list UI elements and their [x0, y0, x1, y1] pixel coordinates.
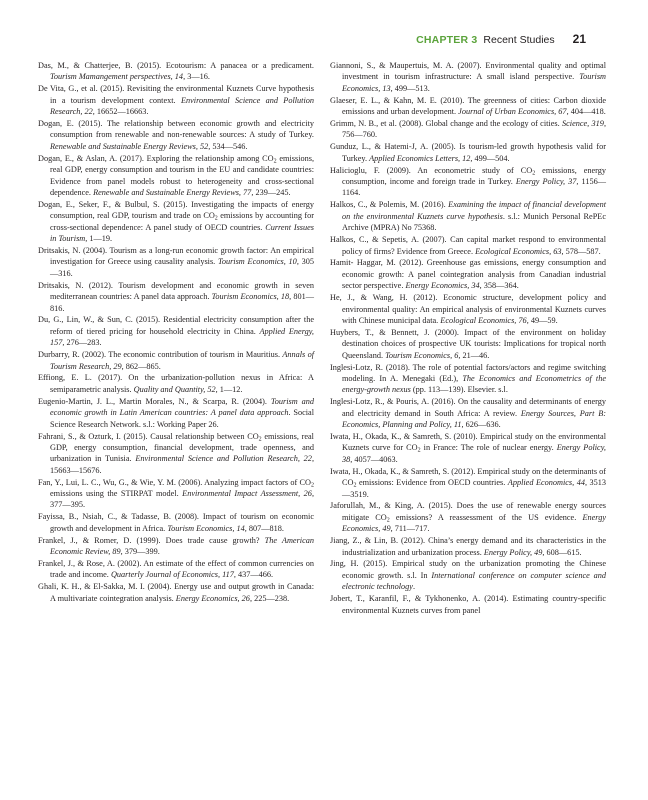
reference-source: Examining the impact of financial development on the environmental Kuznets curve hypothesis — [342, 200, 606, 221]
reference-entry — [330, 327, 606, 361]
reference-text: , 239—245. — [251, 187, 291, 197]
reference-text: , 3—16. — [183, 72, 210, 82]
reference-entry — [38, 372, 314, 395]
reference-text: Frankel, J., & Rose, A. (2002). An estimate of the effect of common currencies on trade and income. — [38, 558, 314, 580]
reference-text: Dritsakis, N. (2004). Tourism as a long-run economic growth factor: An empirical investigation for Greece using causality analysis. — [38, 246, 314, 267]
reference-text: Grimm, N. B., et al. (2008). Global change and the ecology of cities. — [330, 119, 562, 129]
reference-entry — [330, 95, 606, 118]
reference-source: Energy Policy, 49 — [483, 547, 543, 557]
subscript: 2 — [258, 436, 262, 442]
reference-source: Energy Policy, 37 — [515, 177, 577, 187]
reference-entry — [38, 83, 314, 117]
reference-text: , 377—395. — [50, 489, 314, 510]
reference-source: International conference on computer science and electronic technology — [342, 570, 606, 592]
reference-entry — [38, 199, 314, 245]
reference-text: emissions, energy consumption, income and foreign trade in Turkey. — [342, 165, 607, 187]
subscript: 2 — [273, 158, 277, 165]
subscript: 2 — [417, 447, 421, 454]
reference-text: , 3513—3519. — [342, 478, 607, 499]
reference-entry — [330, 292, 606, 326]
chapter-label: CHAPTER 3 — [416, 34, 478, 46]
reference-text: , 379—399. — [120, 547, 160, 557]
reference-source: Tourism Economics, 13 — [342, 72, 606, 93]
references-column-right — [330, 60, 606, 616]
reference-source: Applied Economics Letters, 12 — [369, 153, 471, 163]
reference-source: Environmental Science and Pollution Research, 22 — [50, 95, 314, 117]
subscript: 2 — [532, 170, 536, 177]
reference-entry — [38, 535, 314, 558]
reference-entry — [38, 245, 314, 279]
reference-text: emissions using the STIRPAT model. — [50, 489, 183, 499]
reference-entry — [38, 153, 314, 199]
reference-text: , 225—238. — [249, 593, 290, 603]
reference-source: Current Issues in Tourism — [50, 222, 314, 244]
reference-text: , 801—816. — [50, 292, 314, 313]
reference-text: , 807—818. — [244, 523, 284, 533]
reference-source: Tourism Economics, 18 — [211, 292, 290, 302]
reference-text: Gunduz, L., & Hatemi-J, A. (2005). Is tourism-led growth hypothesis valid for Turkey. — [330, 142, 606, 163]
reference-text: , 437—466. — [233, 570, 274, 580]
reference-text: in France: The role of nuclear energy. — [420, 443, 557, 453]
reference-entry — [38, 280, 314, 314]
reference-source: Environmental Impact Assessment, 26 — [182, 489, 312, 499]
reference-text: , 16652—16663. — [92, 107, 149, 117]
reference-text: , 49—59. — [526, 315, 558, 325]
reference-text: Jiang, Z., & Lin, B. (2012). China’s energy demand and its characteristics in the industrialization and urbanization process. — [330, 536, 606, 557]
reference-text: Fahrani, S., & Ozturk, I. (2015). Causal relationship between CO — [38, 431, 259, 441]
chapter-title: Recent Studies — [483, 34, 555, 46]
reference-text: . s.l.: Munich Personal RePEc Archive (MPRA) No 75368. — [342, 211, 606, 233]
reference-text: Dogan, E., & Aslan, A. (2017). Exploring the relationship among CO — [38, 153, 274, 163]
reference-text: . Social Science Research Network. s.l.: Working Paper 26. — [50, 408, 315, 429]
reference-source: Energy Economics, 26 — [175, 593, 250, 603]
reference-source: Tourism Economics, 14 — [167, 523, 245, 533]
reference-entry — [38, 511, 314, 534]
subscript: 2 — [353, 482, 357, 489]
reference-entry — [38, 581, 314, 604]
reference-entry — [38, 314, 314, 348]
reference-text: Dritsakis, N. (2012). Tourism development and economic growth in seven mediterranean countries: A panel data approach. — [38, 280, 314, 302]
reference-text: Effiong, E. L. (2017). On the urbanization-pollution nexus in Africa: A semiparametric analysis. — [38, 373, 314, 394]
reference-entry — [330, 500, 606, 534]
reference-text: , 404—418. — [566, 107, 606, 117]
reference-source: Tourism Economics, 10 — [218, 257, 297, 267]
reference-text: Iwata, H., Okada, K., & Samreth, S. (2010). Empirical study on the environmental Kuznets curve for CO — [330, 432, 606, 453]
reference-text: Halicioglu, F. (2009). An econometric study of CO — [330, 165, 533, 175]
reference-source: Energy Economics, 34 — [405, 281, 480, 291]
reference-text: , 4057—4063. — [350, 454, 398, 464]
reference-text: , 626—636. — [461, 420, 501, 430]
reference-text: emissions? A reassessment of the US evidence. — [389, 512, 583, 522]
reference-entry — [38, 349, 314, 372]
reference-source: Applied Economics, 44 — [507, 478, 585, 488]
reference-source: Ecological Economics, 63 — [475, 246, 562, 256]
reference-source: Energy Sources, Part B: Economics, Planning and Policy, 11 — [342, 408, 606, 430]
reference-entry — [38, 431, 314, 477]
reference-text: Hamit- Haggar, M. (2012). Greenhouse gas emissions, energy consumption and economic growth: A panel cointegration analysis from Canadian industrial sector perspective. — [330, 258, 606, 291]
reference-source: Applied Energy, 157 — [50, 326, 314, 348]
reference-source: Tourism and economic growth in Latin American countries: A panel data approach — [50, 396, 314, 418]
reference-text: Frankel, J., & Romer, D. (1999). Does trade cause growth? — [38, 535, 265, 545]
reference-text: Ghali, K. H., & El-Sakka, M. I. (2004). Energy use and output growth in Canada: A multivariate cointegration analysis. — [38, 582, 314, 603]
reference-text: Jing, H. (2015). Empirical study on the urbanization promoting the Chinese economic growth. s.l. In — [330, 559, 606, 580]
reference-text: Dogan, E., Seker, F., & Bulbul, S. (2015). Investigating the impacts of energy consumption, real GDP, tourism and trade on CO — [38, 199, 314, 221]
reference-entry — [330, 535, 606, 558]
reference-text: , 499—513. — [390, 83, 430, 93]
reference-entry — [330, 165, 606, 199]
reference-source: Tourism Mamangement perspectives, 14 — [50, 72, 184, 82]
running-header — [416, 32, 586, 48]
reference-source: Annals of Tourism Research, 29 — [50, 350, 314, 371]
reference-text: , 756—760. — [342, 119, 606, 140]
reference-entry — [330, 118, 606, 141]
reference-text: emissions by accounting for cross-sectional dependence: A panel study of OECD countries. — [50, 211, 314, 232]
reference-text: Huybers, T., & Bennett, J. (2000). Impact of the environment on holiday destination choices of prospective UK tourists: Implications for tropical north Queensland. — [330, 327, 606, 360]
references-column-left — [38, 60, 314, 604]
reference-entry — [330, 466, 606, 500]
reference-entry — [38, 396, 314, 430]
reference-text: Jobert, T., Karanfil, F., & Tykhonenko, A. (2014). Estimating country-specific environmental Kuznets curves from panel — [330, 594, 606, 615]
reference-text: emissions, real GDP, energy consumption and tourism in the EU and candidate countries: Evidence from panel models robust to heterogeneity and cross-sectional dependence. — [50, 153, 315, 197]
reference-text: , 499—504. — [470, 153, 510, 163]
reference-text: Das, M., & Chatterjee, B. (2015). Ecotourism: A panacea or a predicament. — [38, 61, 314, 70]
reference-text: , 1156—1164. — [342, 177, 606, 198]
reference-text: , 578—587. — [561, 246, 601, 256]
reference-text: , 305—316. — [50, 257, 315, 278]
reference-text: , 1—12. — [215, 384, 243, 394]
reference-entry — [330, 558, 606, 592]
reference-entry — [38, 477, 314, 511]
subscript: 2 — [311, 482, 314, 489]
reference-text: , 711—717. — [390, 524, 430, 534]
reference-text: Iwata, H., Okada, K., & Samreth, S. (2012). Empirical study on the determinants of CO — [330, 466, 606, 488]
reference-text: He, J., & Wang, H. (2012). Economic structure, development policy and environmental quality: An empirical analysis of environmental Kuznets curves with Chinese municipal data. — [330, 293, 606, 325]
reference-text: Jaforullah, M., & King, A. (2015). Does the use of renewable energy sources mitigate CO — [330, 501, 606, 522]
reference-text: , 608—615. — [542, 547, 582, 557]
reference-source: Science, 319 — [561, 119, 604, 129]
reference-text: Durbarry, R. (2002). The economic contribution of tourism in Mauritius. — [38, 350, 283, 360]
reference-source: Quality and Quantity, 52 — [133, 384, 216, 394]
reference-entry — [330, 60, 606, 94]
reference-entry — [330, 362, 606, 396]
reference-text: , 534—546. — [208, 141, 248, 151]
reference-text: Halkos, C., & Sepetis, A. (2007). Can capital market respond to environmental policy of firms? Evidence from Greece. — [330, 235, 606, 256]
reference-source: Tourism Economics, 6 — [385, 350, 459, 360]
reference-text: emissions, real GDP, energy consumption, financial development, trade openness, and urbanization in Tunisia. — [50, 431, 314, 464]
reference-text: emissions: Evidence from OECD countries. — [356, 478, 508, 488]
reference-text: Eugenio-Martin, J. L., Martin Morales, N., & Scarpa, R. (2004). — [38, 396, 271, 406]
reference-text: De Vita, G., et al. (2015). Revisiting the environmental Kuznets Curve hypothesis in a tourism development context. — [38, 84, 314, 105]
reference-source: Journal of Urban Economics, 67 — [458, 107, 567, 117]
reference-text: , 276—283. — [62, 338, 102, 348]
reference-text: Inglesi-Lotz, R. (2018). The role of potential factors/actors and regime switching modeling. In A. Menegaki (Ed.), — [330, 362, 606, 383]
reference-text: Du, G., Lin, W., & Sun, C. (2015). Residential electricity consumption after the reform of tiered pricing for household electricity in China. — [38, 315, 314, 336]
reference-entry — [330, 593, 606, 616]
reference-source: Ecological Economics, 76 — [440, 315, 527, 325]
reference-text: Giannoni, S., & Maupertuis, M. A. (2007). Environmental quality and optimal investment in tourism infrastructure: A small island perspective. — [330, 61, 606, 82]
reference-entry — [330, 141, 606, 164]
reference-entry — [330, 234, 606, 257]
reference-source: Quarterly Journal of Economics, 117 — [110, 570, 234, 580]
reference-source: Energy Economics, 49 — [342, 512, 607, 534]
reference-source: The American Economic Review, 89 — [50, 535, 314, 557]
reference-text: . — [412, 582, 415, 592]
reference-source: Renewable and Sustainable Energy Reviews, 52 — [50, 141, 209, 151]
reference-text: Glaeser, E. L., & Kahn, M. E. (2010). The greenness of cities: Carbon dioxide emissions and urban development. — [330, 95, 606, 117]
reference-source: Environmental Science and Pollution Research, 22 — [135, 454, 312, 464]
page-number: 21 — [572, 32, 586, 46]
reference-text: (pp. 113—139). Elsevier. s.l. — [410, 385, 508, 395]
reference-entry — [38, 60, 314, 83]
reference-text: Inglesi-Lotz, R., & Pouris, A. (2016). On the causality and determinants of energy and electricity demand in South Africa: A review. — [330, 397, 606, 418]
reference-text: Dogan, E. (2015). The relationship between economic growth and electricity consumption from renewable and non-renewable sources: A study of Turkey. — [38, 119, 314, 140]
reference-source: Renewable and Sustainable Energy Reviews, 77 — [93, 187, 252, 197]
reference-source: The Economics and Econometrics of the energy-growth nexus — [342, 373, 606, 395]
subscript: 2 — [386, 517, 390, 524]
reference-text: , 862—865. — [121, 361, 161, 371]
reference-entry — [38, 558, 314, 581]
reference-entry — [330, 257, 606, 291]
reference-entry — [330, 396, 606, 430]
reference-source: Energy Policy, 38 — [342, 443, 606, 464]
reference-text: , 358—364. — [479, 281, 519, 291]
reference-text: Fan, Y., Lui, L. C., Wu, G., & Wie, Y. M. (2006). Analyzing impact factors of CO — [38, 477, 311, 487]
reference-text: , 15663—15676. — [50, 454, 314, 475]
reference-text: , 1—19. — [85, 234, 113, 244]
reference-text: Fayissa, B., Nsiah, C., & Tadasse, B. (2008). Impact of tourism on economic growth and development in Africa. — [38, 512, 314, 533]
reference-text: , 21—46. — [458, 350, 490, 360]
subscript: 2 — [214, 215, 218, 222]
reference-entry — [38, 118, 314, 152]
reference-entry — [330, 431, 606, 465]
reference-entry — [330, 199, 606, 233]
reference-text: Halkos, C., & Polemis, M. (2016). — [330, 200, 449, 210]
